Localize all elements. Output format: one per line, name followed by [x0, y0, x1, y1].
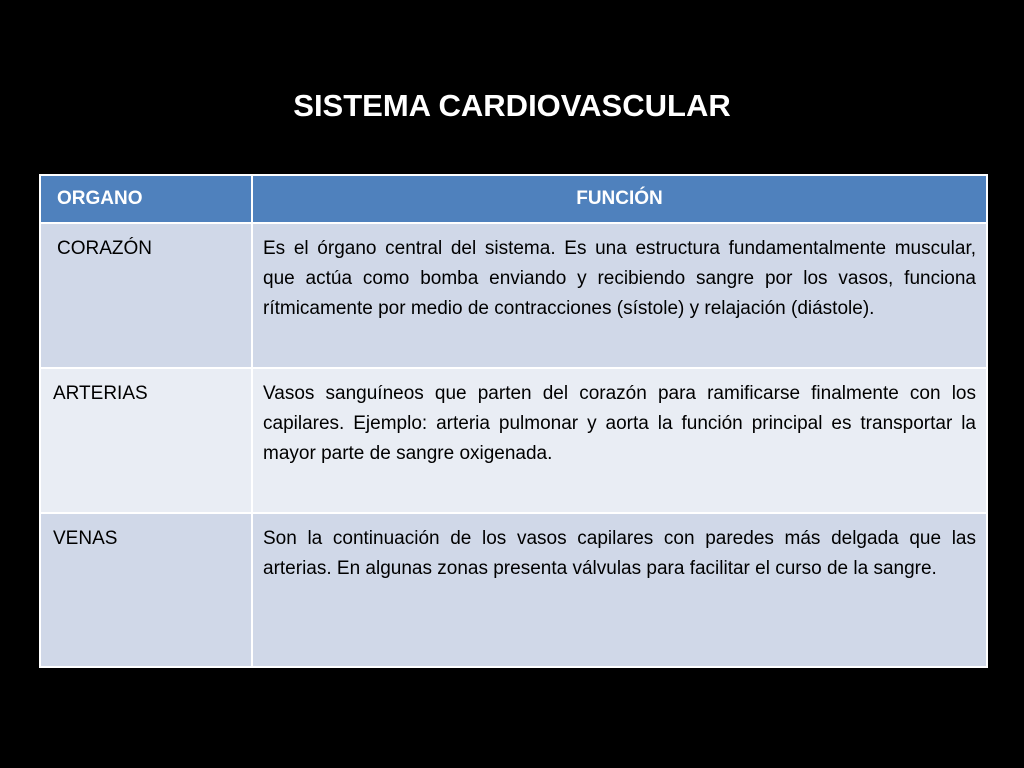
header-organ: ORGANO [40, 175, 252, 223]
slide-title: SISTEMA CARDIOVASCULAR [293, 88, 731, 123]
table-row [40, 513, 987, 667]
function-cell: Es el órgano central del sistema. Es una estructura fundamentalmente muscular, que actúa como bomba enviando y recibiendo sangre por los vasos, funciona rítmicamente por medio de contracciones (sístole) y relajación (diástole). [252, 223, 987, 368]
table-row [40, 223, 987, 368]
header-function: FUNCIÓN [252, 175, 987, 223]
organ-cell [40, 368, 252, 513]
table-row [40, 368, 987, 513]
organ-cell [40, 223, 252, 368]
organ-cell [40, 513, 252, 667]
function-cell: Son la continuación de los vasos capilares con paredes más delgada que las arterias. En algunas zonas presenta válvulas para facilitar el curso de la sangre. [252, 513, 987, 667]
table-header-row [40, 175, 987, 223]
organ-function-table [39, 174, 988, 668]
organ-name: CORAZÓN [57, 238, 152, 259]
organ-name: VENAS [53, 528, 118, 549]
function-cell: Vasos sanguíneos que parten del corazón para ramificarse finalmente con los capilares. Ejemplo: arteria pulmonar y aorta la función principal es transportar la mayor parte de sangre oxigenada. [252, 368, 987, 513]
organ-name: ARTERIAS [53, 383, 148, 404]
